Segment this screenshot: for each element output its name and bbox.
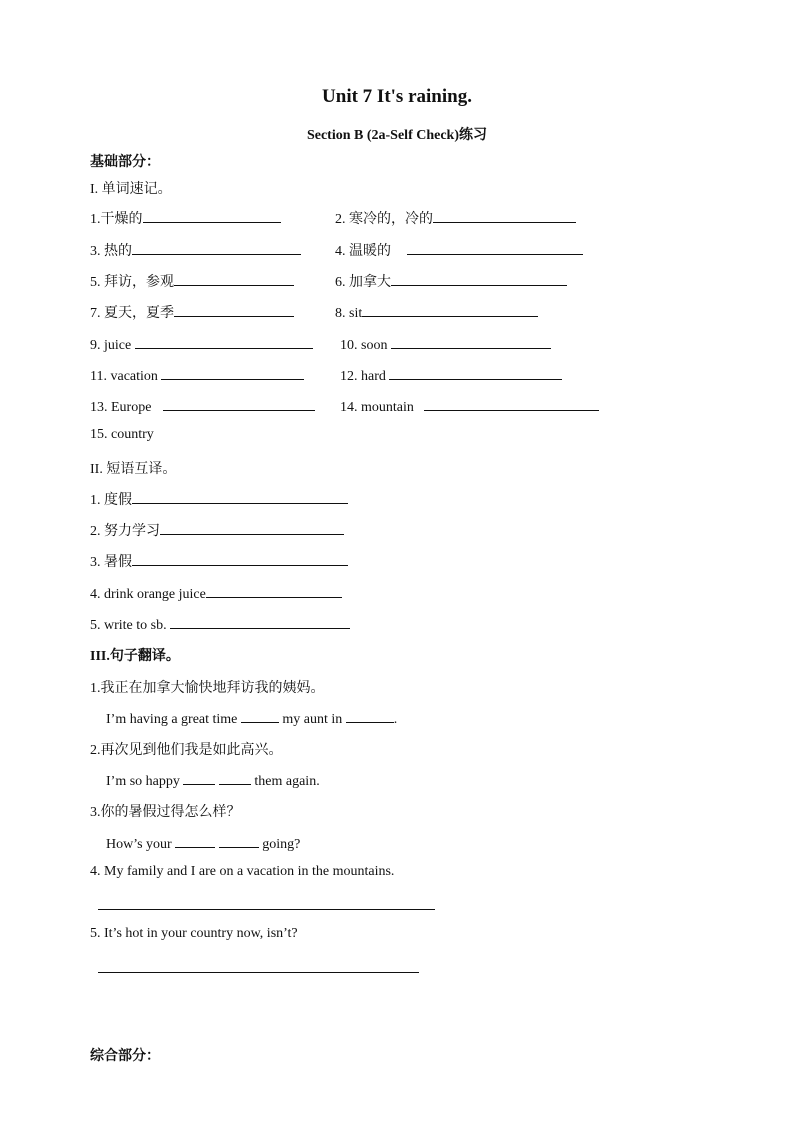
answer-blank[interactable] xyxy=(391,334,551,349)
word-item-14: 14. mountain xyxy=(340,396,599,416)
sentence-answer-line-5[interactable] xyxy=(98,972,419,973)
word-item-13: 13. Europe xyxy=(90,396,315,416)
answer-blank[interactable] xyxy=(407,240,583,255)
answer-blank[interactable] xyxy=(241,708,279,723)
word-item-5: 5. 拜访，参观 xyxy=(90,271,294,291)
sentence-prompt-3: 3.你的暑假过得怎么样？ xyxy=(90,805,241,820)
phrase-item-2: 2. 努力学习 xyxy=(90,520,344,540)
word-item-11: 11. vacation xyxy=(90,365,304,385)
phrase-item-3: 3. 暑假 xyxy=(90,551,348,571)
answer-blank[interactable] xyxy=(132,489,348,504)
answer-blank[interactable] xyxy=(160,520,344,535)
word-item-4: 4. 温暖的 xyxy=(335,240,583,260)
word-item-12: 12. hard xyxy=(340,365,562,385)
word-item-8: 8. sit xyxy=(335,302,538,322)
answer-blank[interactable] xyxy=(143,208,281,223)
basic-section-heading: 基础部分： xyxy=(90,155,160,170)
answer-blank[interactable] xyxy=(175,833,215,848)
answer-blank[interactable] xyxy=(132,240,301,255)
answer-blank[interactable] xyxy=(206,583,342,598)
word-item-15: 15. country xyxy=(90,427,154,442)
answer-blank[interactable] xyxy=(161,365,304,380)
answer-blank[interactable] xyxy=(219,770,251,785)
sentence-answer-3: How’s your going? xyxy=(106,833,300,853)
phrase-item-5: 5. write to sb. xyxy=(90,614,350,634)
sentence-answer-line-4[interactable] xyxy=(98,909,435,910)
word-item-2: 2. 寒冷的，冷的 xyxy=(335,208,576,228)
answer-blank[interactable] xyxy=(174,271,294,286)
part1-heading: I. 单词速记。 xyxy=(90,182,172,197)
answer-blank[interactable] xyxy=(135,334,313,349)
answer-blank[interactable] xyxy=(433,208,576,223)
answer-blank[interactable] xyxy=(362,302,538,317)
word-item-10: 10. soon xyxy=(340,334,551,354)
answer-blank[interactable] xyxy=(219,833,259,848)
sentence-answer-2: I’m so happy them again. xyxy=(106,770,320,790)
answer-blank[interactable] xyxy=(132,551,348,566)
answer-blank[interactable] xyxy=(170,614,350,629)
answer-blank[interactable] xyxy=(389,365,562,380)
answer-blank[interactable] xyxy=(424,396,599,411)
word-item-3: 3. 热的 xyxy=(90,240,301,260)
answer-blank[interactable] xyxy=(163,396,315,411)
sentence-prompt-1: 1.我正在加拿大愉快地拜访我的姨妈。 xyxy=(90,681,325,696)
sentence-prompt-5: 5. It’s hot in your country now, isn’t? xyxy=(90,926,298,941)
sentence-answer-1: I’m having a great time my aunt in . xyxy=(106,708,397,728)
answer-blank[interactable] xyxy=(174,302,294,317)
phrase-item-4: 4. drink orange juice xyxy=(90,583,342,603)
word-item-7: 7. 夏天，夏季 xyxy=(90,302,294,322)
word-item-1: 1.干燥的 xyxy=(90,208,281,228)
sentence-prompt-2: 2.再次见到他们我是如此高兴。 xyxy=(90,743,283,758)
answer-blank[interactable] xyxy=(391,271,567,286)
word-item-9: 9. juice xyxy=(90,334,313,354)
page-title: Unit 7 It's raining. xyxy=(322,86,472,107)
word-item-6: 6. 加拿大 xyxy=(335,271,567,291)
sentence-prompt-4: 4. My family and I are on a vacation in the mountains. xyxy=(90,864,395,879)
phrase-item-1: 1. 度假 xyxy=(90,489,348,509)
answer-blank[interactable] xyxy=(183,770,215,785)
part3-heading: III.句子翻译。 xyxy=(90,649,180,664)
page-subtitle: Section B (2a-Self Check)练习 xyxy=(306,128,488,143)
part2-heading: II. 短语互译。 xyxy=(90,462,177,477)
answer-blank[interactable] xyxy=(346,708,394,723)
comprehensive-section-heading: 综合部分： xyxy=(90,1049,160,1064)
